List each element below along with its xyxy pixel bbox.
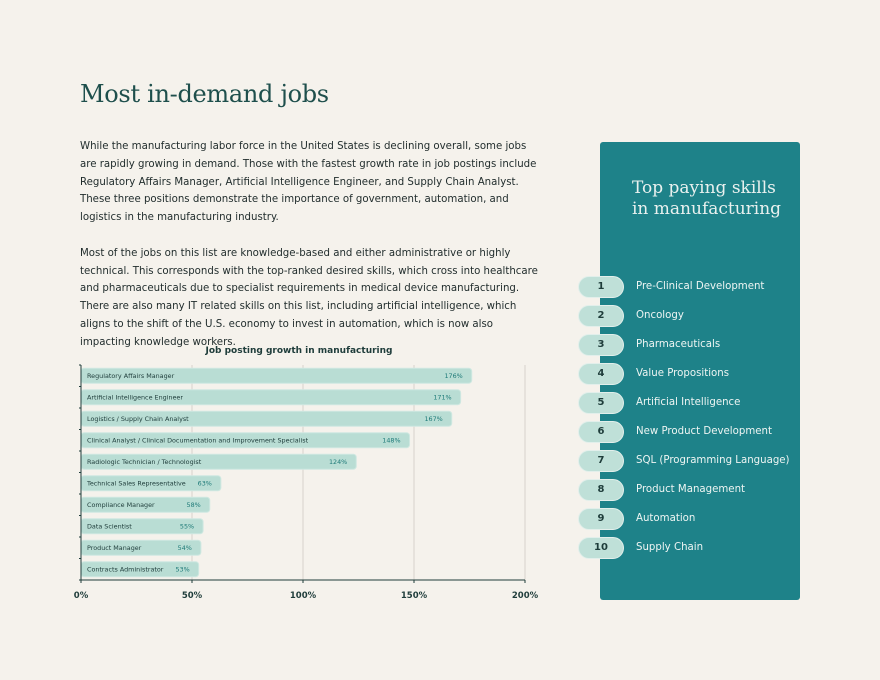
intro-paragraph-1: While the manufacturing labor force in the United States is declining overall, some jobs are rapidly growing in demand. Those with the fastest growth rate in job postings include Regulatory Affairs Manager, Artificial Intelligence Engineer, and Supply Chain Analyst. These three positions demonstrate the importance of government, automation, and logistics in the manufacturing industry. bbox=[80, 141, 537, 224]
skill-item bbox=[578, 508, 800, 530]
skill-rank-badge: 5 bbox=[578, 392, 624, 414]
bar-value-label: 63% bbox=[197, 479, 212, 488]
skill-rank-badge: 1 bbox=[578, 276, 624, 298]
skill-label: Value Propositions bbox=[636, 368, 730, 379]
chart-title: Job posting growth in manufacturing bbox=[205, 346, 393, 356]
bar-category-label: Logistics / Supply Chain Analyst bbox=[87, 415, 189, 424]
bar-value-label: 54% bbox=[177, 544, 192, 553]
skill-label: Automation bbox=[636, 513, 696, 524]
skill-rank-badge: 9 bbox=[578, 508, 624, 530]
skill-rank-badge: 7 bbox=[578, 450, 624, 472]
skill-label: New Product Development bbox=[636, 426, 772, 437]
bar-value-label: 124% bbox=[328, 458, 348, 467]
skill-label: Supply Chain bbox=[636, 542, 704, 553]
bar-value-label: 55% bbox=[179, 522, 195, 531]
bar-category-label: Radiologic Technician / Technologist bbox=[87, 458, 202, 467]
skill-item bbox=[578, 479, 800, 501]
skill-item bbox=[578, 421, 800, 443]
bar-category-label: Clinical Analyst / Clinical Documentation and Improvement Specialist bbox=[87, 436, 309, 445]
bar-category-label: Product Manager bbox=[87, 544, 142, 553]
bar-value-label: 148% bbox=[382, 436, 401, 445]
skill-label: Pre-Clinical Development bbox=[636, 281, 765, 292]
bar-value-label: 171% bbox=[433, 393, 452, 402]
x-tick-label: 150% bbox=[400, 591, 428, 601]
skill-item bbox=[578, 334, 800, 356]
skill-item bbox=[578, 363, 800, 385]
skill-item bbox=[578, 392, 800, 414]
bar-category-label: Compliance Manager bbox=[87, 501, 155, 510]
skill-rank-badge: 4 bbox=[578, 363, 624, 385]
bar-category-label: Data Scientist bbox=[87, 522, 132, 531]
bar-value-label: 53% bbox=[175, 565, 190, 574]
skill-rank-badge: 3 bbox=[578, 334, 624, 356]
skill-rank-badge: 8 bbox=[578, 479, 624, 501]
x-tick-label: 100% bbox=[289, 591, 317, 601]
skill-item bbox=[578, 305, 800, 327]
x-tick-label: 50% bbox=[181, 591, 203, 601]
x-tick-label: 200% bbox=[511, 591, 539, 601]
bar-value-label: 176% bbox=[444, 372, 463, 381]
bar-category-label: Regulatory Affairs Manager bbox=[87, 372, 175, 381]
intro-paragraph-2: Most of the jobs on this list are knowledge-based and either administrative or highly technical. This corresponds with the top-ranked desired skills, which cross into healthcare and pharmaceuticals due to specialist requirements in medical device manufacturing. There are also many IT related skills on this list, including artificial intelligence, which aligns to the shift of the U.S. economy to invest in automation, which is now also impacting knowledge workers. bbox=[80, 247, 538, 348]
x-tick-label: 0% bbox=[73, 591, 89, 601]
skill-rank-badge: 2 bbox=[578, 305, 624, 327]
skill-label: Artificial Intelligence bbox=[636, 397, 741, 408]
skill-rank-badge: 10 bbox=[578, 537, 624, 559]
skill-label: Pharmaceuticals bbox=[636, 339, 721, 350]
skill-item bbox=[578, 450, 800, 472]
skill-label: Product Management bbox=[636, 484, 746, 495]
page-title: Most in-demand jobs bbox=[80, 80, 329, 108]
skill-item bbox=[578, 276, 800, 298]
skill-item bbox=[578, 537, 800, 559]
bar-category-label: Contracts Administrator bbox=[87, 565, 164, 574]
skill-label: SQL (Programming Language) bbox=[636, 455, 790, 466]
bar-value-label: 58% bbox=[186, 501, 201, 510]
skill-label: Oncology bbox=[636, 310, 684, 321]
bar-category-label: Technical Sales Representative bbox=[87, 479, 186, 488]
skills-panel-title: Top paying skills in manufacturing bbox=[632, 178, 782, 219]
bar-category-label: Artificial Intelligence Engineer bbox=[87, 393, 183, 402]
bar-value-label: 167% bbox=[424, 415, 443, 424]
skill-rank-badge: 6 bbox=[578, 421, 624, 443]
